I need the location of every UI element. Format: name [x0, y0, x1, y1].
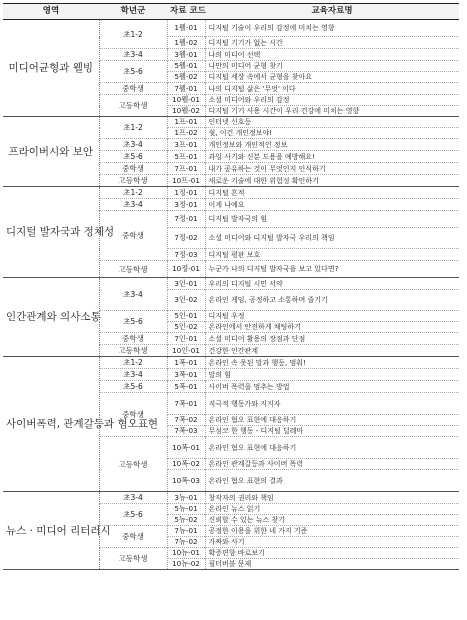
area-cell: 디지털 발자국과 정체성: [3, 187, 99, 278]
topic-cell: 온라인 혐오 표현에 대응하기: [205, 437, 459, 459]
table-row: [3, 278, 459, 290]
code-cell: 3인-01: [167, 278, 205, 290]
topic-cell: 온라인 뉴스 읽기: [205, 504, 459, 515]
topic-cell: 디지털 우정: [205, 311, 459, 322]
code-cell: 5뉴-01: [167, 504, 205, 515]
topic-cell: 내가 공유하는 것이 무엇인지 인식하기: [205, 163, 459, 175]
topic-cell: 디지털 기술이 우리의 감정에 미치는 영향: [208, 24, 335, 32]
code-cell: 1프-02: [167, 128, 205, 139]
grade-cell: 고등학생: [99, 345, 167, 357]
code-cell: 10뉴-01: [167, 548, 205, 559]
grade-cell: 고등학생: [99, 175, 167, 187]
grade-cell: 고등학생: [99, 95, 167, 117]
curriculum-table: [3, 3, 459, 570]
topic-cell: 무심코 한 행동 - 디지털 딜레마: [205, 426, 459, 437]
code-cell: 7정-02: [167, 228, 205, 249]
topic-cell: 나의 디지털 삶은 '무엇' 이다: [205, 83, 459, 95]
topic-cell: 나만의 미디어 균형 찾기: [205, 61, 459, 72]
grade-cell: 초5-6: [99, 504, 167, 526]
area-cell: 인간관계와 의사소통: [3, 278, 99, 357]
code-cell: 7정-03: [167, 249, 205, 261]
code-cell: 7프-01: [167, 163, 205, 175]
topic-cell: 디지털 평판 보호: [205, 249, 459, 261]
table-body: [3, 20, 459, 570]
grade-cell: 초3-4: [99, 492, 167, 504]
grade-cell: 중학생: [99, 526, 167, 548]
topic-cell: 온라인 관계갈등과 사이버 폭력: [205, 459, 459, 470]
code-cell: 10프-01: [167, 175, 205, 187]
code-cell: 10인-01: [167, 345, 205, 357]
table-row: [3, 117, 459, 128]
code-cell: 1프-01: [167, 117, 205, 128]
code-cell: 7뉴-02: [167, 537, 205, 548]
grade-cell: 초1-2: [99, 357, 167, 369]
code-cell: 7폭-02: [167, 415, 205, 426]
grade-cell: 초1-2: [99, 20, 167, 49]
topic-cell: 온라인에서 안전하게 채팅하기: [205, 322, 459, 333]
grade-cell: 초1-2: [99, 187, 167, 199]
topic-cell: 디지털 발자국의 힘: [205, 211, 459, 228]
code-cell: 3폭-01: [167, 369, 205, 381]
topic-cell: 누군가 나의 디지털 발자국을 보고 있다면?: [205, 261, 459, 278]
topic-cell: 과잉 사기와 신분 도용을 예방해요!: [205, 151, 459, 163]
topic-cell: 직극적 행동가와 지지자: [205, 393, 459, 415]
code-cell: 3정-01: [167, 199, 205, 211]
code-cell: 10폭-01: [167, 437, 205, 459]
grade-cell: 고등학생: [99, 437, 167, 492]
grade-cell: 중학생: [99, 83, 167, 95]
code-cell: 10뉴-02: [167, 559, 205, 570]
topic-cell: 디지털 기기 사용 시간이 우리 건강에 미치는 영향: [205, 106, 459, 117]
topic-cell: 확증편향 바로보기: [205, 548, 459, 559]
code-cell: 10정-01: [167, 261, 205, 278]
header-topic: 교육자료명: [205, 4, 459, 20]
code-cell: 7뉴-01: [167, 526, 205, 537]
table-row: [3, 187, 459, 199]
topic-cell: 디지털 세상 속에서 균형을 찾아요: [205, 72, 459, 83]
area-cell: 프라이버시와 보안: [3, 117, 99, 187]
grade-cell: 고등학생: [99, 261, 167, 278]
code-cell: 1웰-02: [167, 37, 205, 49]
code-cell: 7폭-03: [167, 426, 205, 437]
code-cell: 7정-01: [167, 211, 205, 228]
topic-cell: 공정한 이용을 위한 네 가지 기준: [205, 526, 459, 537]
code-cell: 5웰-02: [167, 72, 205, 83]
code-cell: 10웰-02: [167, 106, 205, 117]
area-cell: 뉴스 · 미디어 리터러시: [3, 492, 99, 570]
code-cell: 7인-01: [167, 333, 205, 345]
code-cell: 3웰-01: [167, 49, 205, 61]
code-cell: 5뉴-02: [167, 515, 205, 526]
topic-cell: 새로운 기술에 대한 위험성 확인하기: [205, 175, 459, 187]
topic-cell: 소셜 미디어와 우리의 감정: [205, 95, 459, 106]
grade-cell: 중학생: [99, 333, 167, 345]
code-cell: 5인-02: [167, 322, 205, 333]
code-cell: 3뉴-01: [167, 492, 205, 504]
grade-cell: 초5-6: [99, 61, 167, 83]
topic-cell: 쉿, 이건 개인정보야!: [205, 128, 459, 139]
table-header-row: [3, 4, 459, 20]
code-cell: 7폭-01: [167, 393, 205, 415]
table-row: [3, 357, 459, 369]
grade-cell: 초5-6: [99, 151, 167, 163]
code-cell: 7웰-01: [167, 83, 205, 95]
topic-cell: 이게 나예요: [205, 199, 459, 211]
code-cell: 10웰-01: [167, 95, 205, 106]
code-cell: 5프-01: [167, 151, 205, 163]
grade-cell: 초3-4: [99, 369, 167, 381]
grade-cell: 초3-4: [99, 278, 167, 311]
topic-cell: 사이버 폭력을 멈추는 방법: [205, 381, 459, 393]
topic-cell: 가짜와 사기: [205, 537, 459, 548]
grade-cell: 초5-6: [99, 311, 167, 333]
code-cell: 3인-02: [167, 290, 205, 311]
header-code: 자료 코드: [167, 4, 205, 20]
topic-cell: 온라인 게임, 공정하고 소통하며 즐기기: [205, 290, 459, 311]
topic-cell: 신뢰할 수 있는 뉴스 찾기: [205, 515, 459, 526]
topic-cell: 소셜 미디어와 디지털 발자국 우리의 책임: [205, 228, 459, 249]
header-area: 영역: [3, 4, 99, 20]
grade-cell: 초5-6: [99, 381, 167, 393]
grade-cell: 고등학생: [99, 548, 167, 570]
grade-cell: 초1-2: [99, 117, 167, 139]
code-cell: 3프-01: [167, 139, 205, 151]
topic-cell: 디지털 기기가 없는 시간: [205, 37, 459, 49]
topic-cell: 온라인 혐오 표현의 결과: [205, 470, 459, 492]
code-cell: 1폭-01: [167, 357, 205, 369]
grade-cell: 초3-4: [99, 139, 167, 151]
topic-cell: 필터버블 문제: [205, 559, 459, 570]
topic-cell: 말의 힘: [205, 369, 459, 381]
header-grade: 학년군: [99, 4, 167, 20]
topic-cell: 우리의 디지털 시민 서약: [208, 279, 283, 288]
topic-cell: 나의 미디어 선택: [205, 49, 459, 61]
code-cell: 1정-01: [167, 187, 205, 199]
grade-cell: 초3-4: [99, 199, 167, 211]
area-cell: 사이버폭력, 관계갈등과 혐오표현: [3, 357, 99, 492]
topic-cell: 개인정보와 개인적인 정보: [205, 139, 459, 151]
area-cell: 미디어균형과 웰빙: [3, 20, 99, 117]
table-row: [3, 20, 459, 37]
code-cell: 10폭-03: [167, 470, 205, 492]
code-cell: 5웰-01: [167, 61, 205, 72]
topic-cell: 온라인 속 못된 말과 행동, 멈춰!: [208, 358, 306, 367]
code-cell: 1웰-01: [167, 20, 205, 37]
grade-cell: 초3-4: [99, 49, 167, 61]
topic-cell: 창작자의 권리와 책임: [208, 493, 274, 502]
grade-cell: 중학생: [99, 211, 167, 261]
code-cell: 5폭-01: [167, 381, 205, 393]
table-row: [3, 492, 459, 504]
grade-cell: 중학생: [99, 163, 167, 175]
topic-cell: 디지털 흔적: [208, 188, 245, 197]
topic-cell: 인터넷 신호등: [208, 118, 252, 126]
topic-cell: 온라인 혐오 표현에 대응하기: [205, 415, 459, 426]
topic-cell: 소셜 미디어 활용의 장점과 단점: [205, 333, 459, 345]
grade-cell: 중학생: [99, 393, 167, 437]
topic-cell: 건강한 인간관계: [205, 345, 459, 357]
code-cell: 5인-01: [167, 311, 205, 322]
code-cell: 10폭-02: [167, 459, 205, 470]
